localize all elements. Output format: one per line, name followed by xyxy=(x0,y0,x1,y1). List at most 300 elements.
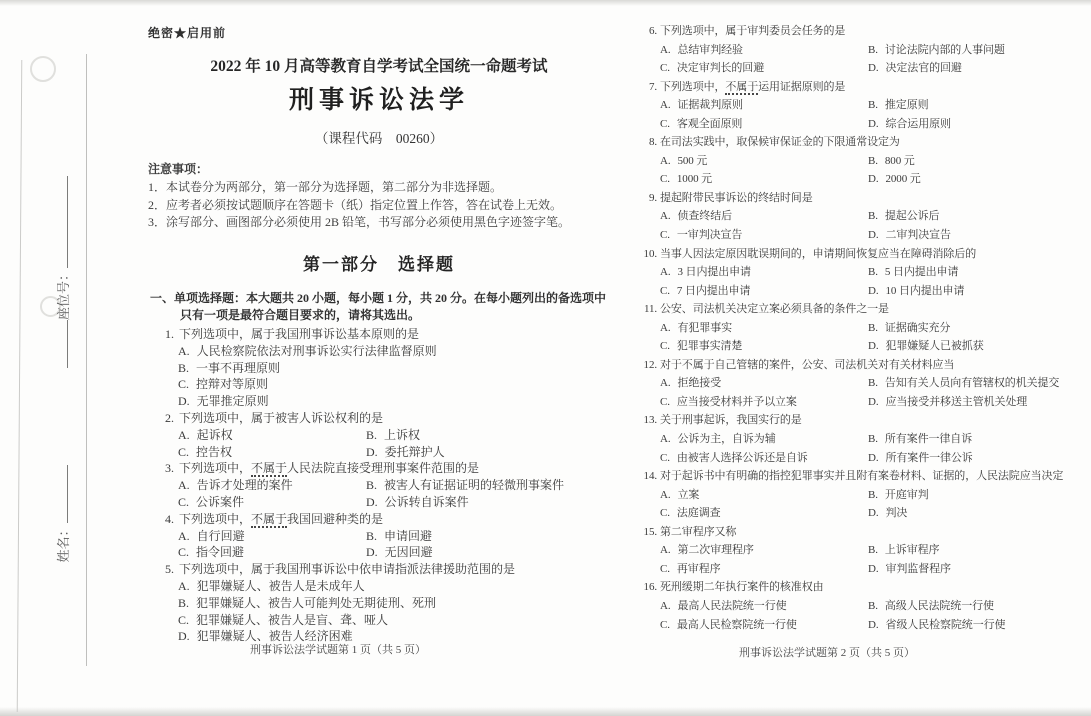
option-text: 侦查终结后 xyxy=(677,210,732,223)
option-text: 高级人民法院统一行使 xyxy=(884,599,994,612)
options-group xyxy=(150,427,615,461)
option-text: 开庭审判 xyxy=(884,488,929,501)
stem-text: 在司法实践中，取保候审保证金的下限通常设定为 xyxy=(660,136,900,149)
option-text: 3 日内提出申请 xyxy=(677,266,751,279)
option-text: 犯罪嫌疑人、被告人是盲、聋、哑人 xyxy=(196,612,389,627)
question-stem-row xyxy=(632,133,1064,152)
option-item xyxy=(868,541,1064,560)
question-stem-row xyxy=(150,561,615,578)
question-number: 1. xyxy=(165,327,174,341)
option-letter: A. xyxy=(660,321,671,334)
option-letter: C. xyxy=(660,62,670,75)
option-item xyxy=(178,427,366,444)
option-item xyxy=(366,528,615,545)
option-text: 有犯罪事实 xyxy=(677,321,732,334)
stem-text: 下列选项中，属于我国刑事诉讼基本原则的是 xyxy=(179,327,420,341)
option-letter: D. xyxy=(868,340,879,353)
stem-text: 对于不属于自己管辖的案件，公安、司法机关对有关材料应当 xyxy=(660,358,955,371)
question-stem xyxy=(660,300,1064,319)
option-letter: A. xyxy=(660,99,671,112)
option-letter: B. xyxy=(366,528,378,543)
option-item xyxy=(868,207,1064,226)
option-item xyxy=(178,376,615,393)
punch-hole xyxy=(30,56,56,82)
stem-text: 死刑缓期二年执行案件的核准权由 xyxy=(660,581,824,594)
option-letter: A. xyxy=(178,427,190,442)
option-text: 犯罪嫌疑人、被告人经济困难 xyxy=(196,629,353,644)
notice-heading: 注意事项： xyxy=(148,162,209,176)
page-footer-2: 刑事诉讼法学试题第 2 页（共 5 页） xyxy=(739,647,915,659)
option-letter: B. xyxy=(366,427,378,442)
question-item xyxy=(632,133,1064,189)
option-text: 指令回避 xyxy=(196,545,245,560)
option-letter: C. xyxy=(660,451,670,464)
option-item xyxy=(178,612,615,629)
option-text: 自行回避 xyxy=(196,528,245,543)
option-item xyxy=(660,152,868,171)
option-letter: D. xyxy=(868,117,879,130)
question-number: 5. xyxy=(165,562,174,577)
option-text: 第二次审理程序 xyxy=(677,544,754,557)
option-text: 无因回避 xyxy=(384,545,433,560)
option-text: 立案 xyxy=(677,488,700,501)
options-group xyxy=(150,578,615,645)
option-text: 500 元 xyxy=(677,154,708,167)
stem-text: 下列选项中，属于被害人诉讼权利的是 xyxy=(179,410,384,425)
question-stem-row xyxy=(150,410,615,427)
option-text: 5 日内提出申请 xyxy=(884,266,959,279)
option-letter: C. xyxy=(660,173,670,186)
question-item xyxy=(150,410,615,460)
option-letter: B. xyxy=(178,595,190,610)
question-number: 6. xyxy=(648,25,657,37)
question-stem-row xyxy=(632,578,1064,597)
question-item xyxy=(150,511,615,561)
option-text: 证据裁判原则 xyxy=(677,99,743,112)
stem-text: 当事人因法定原因耽误期间的，申请期间恢复应当在障碍消除后的 xyxy=(660,247,977,260)
stem-text: 人民法院直接受理刑事案件范围的是 xyxy=(287,461,480,476)
options-group xyxy=(632,374,1064,411)
stem-text-emphasized: 不属于 xyxy=(725,80,759,93)
options-group xyxy=(632,41,1064,78)
question-number: 14. xyxy=(643,470,657,483)
option-text: 犯罪嫌疑人、被告人是未成年人 xyxy=(196,578,365,593)
option-text: 控告权 xyxy=(196,444,233,459)
option-item xyxy=(366,444,615,461)
notice-item: 2．应考者必须按试题顺序在答题卡（纸）指定位置上作答，答在试卷上无效。 xyxy=(148,197,563,212)
option-letter: B. xyxy=(868,99,878,112)
question-item xyxy=(632,189,1064,245)
option-letter: D. xyxy=(868,451,879,464)
option-text: 2000 元 xyxy=(885,173,921,186)
option-letter: B. xyxy=(868,266,878,279)
question-stem xyxy=(660,411,1064,430)
name-line xyxy=(57,466,68,524)
stem-text: 下列选项中， xyxy=(179,511,252,526)
option-text: 客观全面原则 xyxy=(676,117,743,130)
option-item xyxy=(868,486,1064,505)
question-stem-row xyxy=(632,78,1064,97)
option-item xyxy=(178,528,366,545)
stem-text: 对于起诉书中有明确的指控犯罪事实并且附有案卷材料、证据的，人民法院应当决定 xyxy=(660,470,1064,483)
option-item xyxy=(178,494,366,511)
question-stem-row xyxy=(150,326,615,343)
seat-number-line xyxy=(57,176,68,268)
option-letter: D. xyxy=(868,229,879,242)
scan-edge-bottom xyxy=(0,707,1091,716)
option-text: 公诉为主，自诉为辅 xyxy=(677,433,776,446)
option-text: 7 日内提出申请 xyxy=(676,284,751,297)
options-group xyxy=(632,541,1064,578)
option-item xyxy=(178,393,615,410)
option-item xyxy=(178,595,615,612)
option-item xyxy=(178,578,615,595)
option-letter: B. xyxy=(868,154,878,167)
option-item xyxy=(178,343,615,360)
option-item xyxy=(868,41,1064,60)
option-item xyxy=(868,170,1064,189)
option-letter: C. xyxy=(178,444,190,459)
options-group xyxy=(632,486,1064,523)
option-letter: B. xyxy=(868,599,878,612)
question-stem xyxy=(179,460,615,477)
stem-text: 我国回避种类的是 xyxy=(287,511,384,526)
question-item xyxy=(632,523,1064,579)
course-code: （课程代码 00260） xyxy=(314,131,444,146)
option-item xyxy=(660,430,868,449)
notice-block xyxy=(148,161,622,232)
questions-column-page1 xyxy=(150,326,615,645)
option-letter: D. xyxy=(868,173,879,186)
option-letter: B. xyxy=(366,478,378,493)
option-item xyxy=(868,393,1064,412)
option-item xyxy=(660,41,868,60)
option-item xyxy=(366,544,615,561)
option-letter: D. xyxy=(868,618,879,631)
option-text: 一审判决宣告 xyxy=(676,229,743,242)
option-item xyxy=(868,430,1064,449)
option-item xyxy=(660,449,868,468)
option-letter: A. xyxy=(660,210,671,223)
question-stem-row xyxy=(632,467,1064,486)
question-stem-row xyxy=(632,189,1064,208)
stem-text-emphasized: 不属于 xyxy=(251,511,288,526)
option-item xyxy=(178,477,366,494)
question-stem xyxy=(660,578,1064,597)
option-text: 起诉权 xyxy=(196,427,233,442)
option-item xyxy=(660,337,868,356)
option-letter: B. xyxy=(868,377,878,390)
option-text: 综合运用原则 xyxy=(885,117,951,130)
question-number: 15. xyxy=(643,525,657,538)
option-item xyxy=(868,504,1064,523)
stem-text: 下列选项中， xyxy=(660,80,726,93)
option-text: 犯罪嫌疑人已被抓获 xyxy=(885,340,984,353)
option-text: 10 日内提出申请 xyxy=(885,284,965,297)
option-letter: B. xyxy=(868,43,878,56)
stem-text: 第二审程序又称 xyxy=(660,525,737,538)
option-item xyxy=(660,541,868,560)
question-number: 16. xyxy=(643,581,657,594)
option-item xyxy=(178,544,366,561)
question-stem xyxy=(660,22,1064,41)
option-text: 决定审判长的回避 xyxy=(676,62,765,75)
option-item xyxy=(868,449,1064,468)
question-stem xyxy=(660,245,1064,264)
option-item xyxy=(178,360,615,377)
option-text: 讨论法院内部的人事问题 xyxy=(884,43,1005,56)
question-number: 10. xyxy=(643,247,657,260)
option-item xyxy=(660,597,868,616)
question-stem-row xyxy=(150,460,615,477)
option-item xyxy=(660,282,868,301)
option-text: 应当接受并移送主管机关处理 xyxy=(885,395,1028,408)
options-group xyxy=(632,152,1064,189)
option-item xyxy=(868,597,1064,616)
question-stem xyxy=(660,523,1064,542)
option-letter: D. xyxy=(868,562,879,575)
question-number: 7. xyxy=(648,80,657,93)
option-item xyxy=(660,115,868,134)
question-number: 13. xyxy=(643,414,657,427)
option-letter: D. xyxy=(178,394,190,409)
seal-line-inner xyxy=(86,54,87,666)
option-letter: D. xyxy=(868,395,879,408)
question-stem-row xyxy=(632,22,1064,41)
options-group xyxy=(632,263,1064,300)
question-stem xyxy=(179,326,615,343)
option-item xyxy=(660,616,868,635)
section-instruction xyxy=(150,290,620,324)
section-heading: 第一部分 选择题 xyxy=(303,255,455,274)
option-letter: C. xyxy=(178,494,190,509)
options-group xyxy=(632,96,1064,133)
option-text: 人民检察院依法对刑事诉讼实行法律监督原则 xyxy=(196,343,437,358)
option-text: 拒绝接受 xyxy=(677,377,722,390)
option-item xyxy=(660,59,868,78)
option-text: 告知有关人员向有管辖权的机关提交 xyxy=(884,377,1060,390)
option-text: 一事不再理原则 xyxy=(196,360,281,375)
scan-edge-top xyxy=(0,0,1091,6)
question-number: 4. xyxy=(165,511,174,526)
question-stem-row xyxy=(632,300,1064,319)
option-text: 上诉权 xyxy=(384,427,421,442)
option-letter: C. xyxy=(178,612,190,627)
option-text: 委托辩护人 xyxy=(384,444,445,459)
question-item xyxy=(632,22,1064,78)
option-item xyxy=(868,616,1064,635)
option-text: 犯罪事实清楚 xyxy=(676,340,743,353)
stem-text: 公安、司法机关决定立案必须具备的条件之一是 xyxy=(660,303,889,316)
option-letter: A. xyxy=(178,343,190,358)
instruction-line: 一、单项选择题：本大题共 20 小题，每小题 1 分，共 20 分。在每小题列出的备选项中 xyxy=(150,291,607,305)
option-text: 1000 元 xyxy=(676,173,713,186)
option-item xyxy=(660,170,868,189)
question-stem-row xyxy=(632,245,1064,264)
question-stem xyxy=(660,133,1064,152)
stem-text: 下列选项中， xyxy=(179,461,252,476)
option-letter: C. xyxy=(660,562,670,575)
option-item xyxy=(868,319,1064,338)
option-letter: D. xyxy=(366,545,378,560)
name-field xyxy=(53,458,71,570)
option-item xyxy=(660,263,868,282)
question-stem xyxy=(660,78,1064,97)
option-item xyxy=(868,560,1064,579)
option-item xyxy=(660,486,868,505)
option-text: 所有案件一律自诉 xyxy=(884,433,973,446)
page-footer-1: 刑事诉讼法学试题第 1 页（共 5 页） xyxy=(250,644,426,656)
option-text: 判决 xyxy=(885,507,908,520)
question-number: 12. xyxy=(643,358,657,371)
option-item xyxy=(868,96,1064,115)
option-text: 控辩对等原则 xyxy=(196,377,269,392)
option-item xyxy=(366,494,615,511)
question-item xyxy=(632,578,1064,634)
stem-text: 下列选项中，属于我国刑事诉讼中依申请指派法律援助范围的是 xyxy=(179,562,516,577)
questions-column-page2 xyxy=(632,22,1064,634)
option-text: 总结审判经验 xyxy=(677,43,743,56)
option-letter: A. xyxy=(660,488,671,501)
options-group xyxy=(632,207,1064,244)
option-text: 决定法官的回避 xyxy=(885,62,962,75)
option-item xyxy=(366,477,615,494)
option-letter: A. xyxy=(178,478,190,493)
question-item xyxy=(632,300,1064,356)
option-item xyxy=(660,560,868,579)
question-number: 9. xyxy=(648,191,657,204)
option-item xyxy=(660,393,868,412)
option-letter: C. xyxy=(660,618,670,631)
option-text: 公诉案件 xyxy=(196,494,245,509)
question-item xyxy=(632,245,1064,301)
question-stem-row xyxy=(150,511,615,528)
options-group xyxy=(632,430,1064,467)
option-item xyxy=(868,59,1064,78)
question-stem xyxy=(179,561,615,578)
option-text: 再审程序 xyxy=(676,562,721,575)
option-letter: A. xyxy=(660,43,671,56)
options-group xyxy=(632,319,1064,356)
option-text: 省级人民检察院统一行使 xyxy=(885,618,1006,631)
options-group xyxy=(150,528,615,562)
stem-text-emphasized: 不属于 xyxy=(251,461,288,476)
option-text: 应当接受材料并予以立案 xyxy=(676,395,797,408)
question-number: 11. xyxy=(643,303,657,316)
option-text: 被害人有证据证明的轻微刑事案件 xyxy=(384,478,565,493)
question-number: 3. xyxy=(165,461,174,476)
option-letter: B. xyxy=(178,360,190,375)
stem-text: 关于刑事起诉，我国实行的是 xyxy=(660,414,802,427)
notice-item: 1．本试卷分为两部分，第一部分为选择题，第二部分为非选择题。 xyxy=(148,179,503,194)
option-item xyxy=(366,427,615,444)
question-stem-row xyxy=(632,523,1064,542)
option-letter: A. xyxy=(178,578,190,593)
question-stem xyxy=(660,467,1064,486)
option-item xyxy=(660,96,868,115)
option-letter: A. xyxy=(660,266,671,279)
option-item xyxy=(868,337,1064,356)
stem-text: 下列选项中，属于审判委员会任务的是 xyxy=(660,25,846,37)
name-label: 姓名： xyxy=(55,523,71,563)
option-item xyxy=(868,263,1064,282)
option-item xyxy=(868,115,1064,134)
option-item xyxy=(868,152,1064,171)
option-text: 无罪推定原则 xyxy=(196,394,269,409)
option-letter: D. xyxy=(366,494,378,509)
option-item xyxy=(660,374,868,393)
classification-banner: 绝密★启用前 xyxy=(148,26,227,40)
option-text: 法庭调查 xyxy=(676,507,721,520)
option-text: 二审判决宣告 xyxy=(885,229,951,242)
option-text: 推定原则 xyxy=(884,99,929,112)
option-letter: C. xyxy=(660,117,670,130)
option-letter: A. xyxy=(660,154,671,167)
question-item xyxy=(632,411,1064,467)
stem-text: 运用证据原则的是 xyxy=(758,80,846,93)
option-text: 犯罪嫌疑人、被告人可能判处无期徒刑、死刑 xyxy=(196,595,437,610)
option-letter: C. xyxy=(660,340,670,353)
question-item xyxy=(632,467,1064,523)
question-number: 8. xyxy=(648,136,657,149)
option-item xyxy=(660,504,868,523)
question-item xyxy=(632,356,1064,412)
option-letter: C. xyxy=(660,229,670,242)
question-stem xyxy=(179,410,615,427)
option-letter: D. xyxy=(868,62,879,75)
option-letter: B. xyxy=(868,321,878,334)
option-text: 申请回避 xyxy=(384,528,433,543)
option-letter: B. xyxy=(868,433,878,446)
option-letter: C. xyxy=(178,545,190,560)
question-stem xyxy=(660,356,1064,375)
option-item xyxy=(868,374,1064,393)
question-stem-row xyxy=(632,411,1064,430)
option-text: 告诉才处理的案件 xyxy=(196,478,293,493)
option-letter: A. xyxy=(660,544,671,557)
question-stem xyxy=(660,189,1064,208)
stem-text: 提起附带民事诉讼的终结时间是 xyxy=(660,191,813,204)
exam-session-title: 2022 年 10 月高等教育自学考试全国统一命题考试 xyxy=(210,58,548,75)
question-item xyxy=(150,561,615,645)
option-text: 由被害人选择公诉还是自诉 xyxy=(676,451,808,464)
option-letter: D. xyxy=(178,629,190,644)
option-letter: C. xyxy=(178,377,190,392)
option-text: 审判监督程序 xyxy=(885,562,951,575)
question-number: 2. xyxy=(165,410,174,425)
option-letter: A. xyxy=(660,433,671,446)
option-text: 800 元 xyxy=(884,154,915,167)
option-text: 最高人民法院统一行使 xyxy=(677,599,787,612)
subject-title: 刑事诉讼法学 xyxy=(288,87,469,114)
option-item xyxy=(660,226,868,245)
option-text: 公诉转自诉案件 xyxy=(384,494,469,509)
notice-item: 3．涂写部分、画图部分必须使用 2B 铅笔，书写部分必须使用黑色字迹签字笔。 xyxy=(148,215,571,230)
option-letter: B. xyxy=(868,210,878,223)
question-stem-row xyxy=(632,356,1064,375)
option-text: 最高人民检察院统一行使 xyxy=(676,618,797,631)
options-group xyxy=(632,597,1064,634)
option-letter: B. xyxy=(868,544,878,557)
question-item xyxy=(150,326,615,410)
options-group xyxy=(150,343,615,410)
option-letter: B. xyxy=(868,488,878,501)
option-text: 提起公诉后 xyxy=(884,210,940,223)
option-letter: C. xyxy=(660,507,670,520)
seat-number-line xyxy=(57,320,68,368)
option-letter: C. xyxy=(660,395,670,408)
option-letter: D. xyxy=(868,284,879,297)
